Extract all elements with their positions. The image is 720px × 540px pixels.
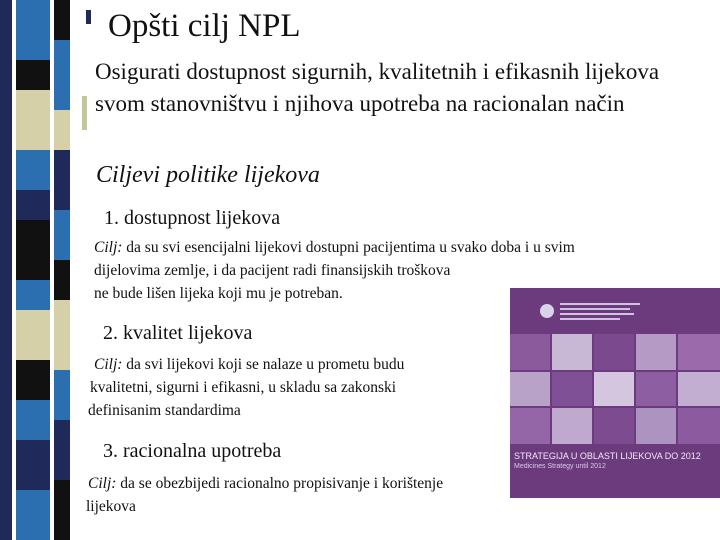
collage-tile: [594, 372, 634, 406]
stripe-column: [54, 0, 70, 540]
item-heading-rational-use: 3. racionalna upotreba: [103, 440, 282, 462]
stripe-block: [16, 190, 50, 220]
goal-text: da svi lijekovi koji se nalaze u prometu budu: [126, 356, 405, 373]
goal-line: kvalitetni, sigurni i efikasni, u skladu sa zakonski: [90, 379, 397, 396]
stripe-block: [16, 360, 50, 400]
collage-tile: [678, 372, 720, 406]
goal-line: ne bude lišen lijeka koji mu je potreban.: [94, 285, 343, 302]
emblem-icon: [540, 304, 554, 318]
goal-line: dijelovima zemlje, i da pacijent radi finansijskih troškova: [94, 262, 451, 279]
collage-tile: [594, 334, 634, 370]
stripe-block: [16, 90, 50, 150]
goal-line: lijekova: [86, 498, 136, 515]
collage-tile: [552, 372, 592, 406]
stripe-block: [16, 400, 50, 440]
stripe-block: [16, 490, 50, 540]
cover-header-text-lines: [560, 300, 640, 323]
stripe-block: [54, 260, 70, 300]
stripe-block: [54, 210, 70, 260]
goal-text: da su svi esencijalni lijekovi dostupni pacijentima u svako doba i u svim: [126, 239, 575, 256]
goal-line: [88, 353, 488, 376]
item-goal-quality: [88, 353, 488, 422]
stripe-block: [16, 220, 50, 280]
goal-label: Cilj:: [94, 239, 123, 256]
collage-tile: [510, 372, 550, 406]
item-goal-rational-use: [86, 472, 506, 518]
decorative-stripe: [0, 0, 70, 540]
stripe-block: [54, 300, 70, 370]
collage-tile: [510, 408, 550, 444]
goal-text: da se obezbijedi racionalno propisivanje i korištenje: [120, 475, 444, 492]
collage-tile: [552, 408, 592, 444]
stripe-block: [54, 150, 70, 210]
stripe-block: [54, 420, 70, 480]
stripe-column: [16, 0, 50, 540]
stripe-block: [54, 40, 70, 110]
slide-title: Opšti cilj NPL: [108, 8, 301, 44]
goal-line: [86, 472, 506, 495]
cover-title: STRATEGIJA U OBLASTI LIJEKOVA DO 2012: [514, 451, 701, 461]
collage-tile: [594, 408, 634, 444]
collage-tile: [678, 334, 720, 370]
policy-heading: Ciljevi politike lijekova: [96, 162, 320, 188]
stripe-block: [54, 110, 70, 150]
cover-subtitle: Medicines Strategy until 2012: [514, 463, 606, 470]
goal-line: definisanim standardima: [88, 402, 241, 419]
strategy-book-cover: [510, 288, 720, 498]
collage-tile: [510, 334, 550, 370]
stripe-block: [54, 0, 70, 40]
stripe-block: [16, 310, 50, 360]
collage-tile: [678, 408, 720, 444]
stripe-block: [16, 440, 50, 490]
stripe-column: [0, 0, 12, 540]
collage-tile: [636, 334, 676, 370]
collage-tile: [636, 372, 676, 406]
stripe-block: [16, 60, 50, 90]
stripe-block: [16, 0, 50, 60]
goal-label: Cilj:: [88, 475, 117, 492]
cover-photo-collage: [510, 334, 720, 444]
stripe-block: [54, 480, 70, 540]
title-bullet-marker: [86, 10, 91, 24]
stripe-block: [16, 150, 50, 190]
goal-line: [94, 236, 714, 259]
stripe-block: [54, 370, 70, 420]
lead-bullet-marker: [82, 96, 87, 130]
stripe-block: [16, 280, 50, 310]
item-heading-quality: 2. kvalitet lijekova: [103, 322, 253, 344]
collage-tile: [636, 408, 676, 444]
item-heading-availability: 1. dostupnost lijekova: [104, 207, 281, 229]
lead-paragraph: Osigurati dostupnost sigurnih, kvalitetnih i efikasnih lijekova svom stanovništvu i njihova upotreba na racionalan način: [95, 59, 660, 116]
goal-label: Cilj:: [94, 356, 123, 373]
collage-tile: [552, 334, 592, 370]
